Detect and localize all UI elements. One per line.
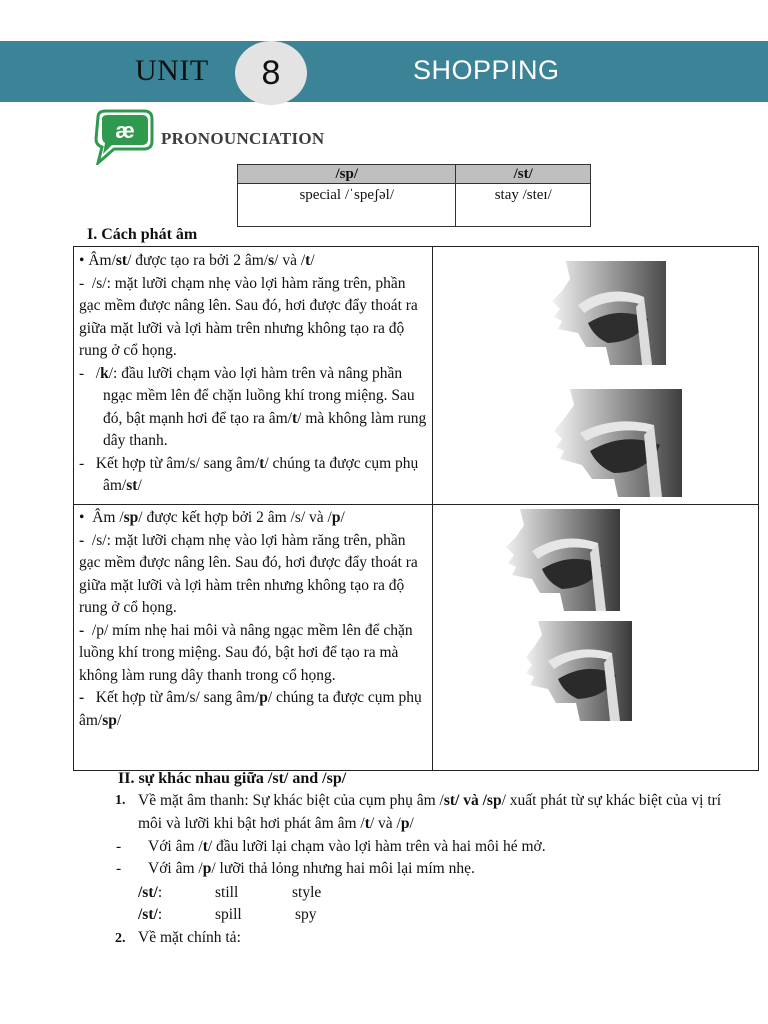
mouth-diagram-t-image — [550, 389, 682, 497]
example-label: /st/: — [138, 884, 163, 901]
table-cell-sp-example: special /ˈspeʃəl/ — [238, 184, 456, 227]
pronunciation-grid — [73, 246, 759, 771]
table-header-st: /st/ — [456, 165, 591, 184]
section-title: PRONOUNCIATION — [161, 129, 325, 148]
mouth-diagram-s-image — [548, 261, 666, 365]
bullet-p: Với âm /p/ lưỡi thả lỏng nhưng hai môi lại mím nhẹ. — [148, 860, 475, 877]
unit-number-badge — [235, 41, 307, 105]
example-word: still — [215, 884, 239, 901]
st-combine: - Kết hợp từ âm/s/ sang âm/t/ chúng ta được cụm phụ âm/st/ — [79, 454, 419, 494]
sp-block-text — [79, 507, 429, 732]
unit-title: SHOPPING — [413, 55, 560, 85]
item1-text: Về mặt âm thanh: Sự khác biệt của cụm phụ âm /st/ và /sp/ xuất phát từ sự khác biệt của vị trí môi và lưỡi khi bật hơi phát âm âm /t/ và /p/ — [138, 792, 722, 832]
sp-p-description: - /p/ mím nhẹ hai môi và nâng ngạc mềm lên để chặn luồng khí trong miệng. Sau đó, bật hơi để tạo ra mà không làm rung dây thanh trong cổ họng. — [79, 621, 413, 684]
st-block-text — [79, 250, 429, 498]
st-intro: • Âm/st/ được tạo ra bởi 2 âm/s/ và /t/ — [79, 252, 315, 269]
item2-number: 2. — [115, 931, 126, 946]
grid-divider-horizontal — [74, 504, 758, 505]
bullet-dash: - — [116, 838, 122, 855]
table-header-sp: /sp/ — [238, 165, 456, 184]
part1-heading: I. Cách phát âm — [87, 226, 198, 243]
unit-number: 8 — [261, 53, 281, 92]
example-word: spill — [215, 906, 242, 923]
example-word: spy — [295, 906, 317, 923]
unit-label: UNIT — [135, 54, 209, 87]
part2-heading: II. sự khác nhau giữa /st/ and /sp/ — [118, 770, 347, 787]
bullet-dash: - — [116, 860, 122, 877]
sp-s-description: - /s/: mặt lưỡi chạm nhẹ vào lợi hàm răng trên, phần gạc mềm được nâng lên. Sau đó, hơi được đẩy thoát ra giữa mặt lưỡi và lợi hàm trên nhưng không tạo ra độ rung ở cổ họng. — [79, 531, 418, 616]
mouth-diagram-p-image — [522, 621, 632, 721]
grid-divider-vertical — [432, 247, 433, 770]
item1-number: 1. — [115, 793, 126, 808]
table-cell-st-example: stay /steɪ/ — [456, 184, 591, 227]
example-label: /st/: — [138, 906, 163, 923]
st-s-description: - /s/: mặt lưỡi chạm nhẹ vào lợi hàm răng trên, phần gạc mềm được nâng lên. Sau đó, hơi được đẩy thoát ra giữa mặt lưỡi và lợi hàm trên nhưng không tạo ra độ rung ở cổ họng. — [79, 274, 418, 359]
mouth-diagram-sp-s-image — [504, 509, 620, 611]
speech-bubble-icon — [90, 109, 156, 165]
sp-intro: • Âm /sp/ được kết hợp bởi 2 âm /s/ và /p/ — [79, 509, 345, 526]
header-banner — [0, 41, 768, 102]
sp-combine: - Kết hợp từ âm/s/ sang âm/p/ chúng ta được cụm phụ âm/sp/ — [79, 689, 422, 729]
item2-text: Về mặt chính tả: — [138, 929, 241, 946]
logo-glyph: æ — [115, 118, 135, 143]
bullet-t: Với âm /t/ đầu lưỡi lại chạm vào lợi hàm trên và hai môi hé mở. — [148, 838, 546, 855]
st-k-description: - /k/: đầu lưỡi chạm vào lợi hàm trên và nâng phần ngạc mềm lên để chặn luồng khí trong miệng. Sau đó, bật mạnh hơi để tạo ra âm/t/ mà không làm rung dây thanh. — [79, 364, 427, 449]
example-word: style — [292, 884, 322, 901]
sound-table — [237, 164, 591, 227]
